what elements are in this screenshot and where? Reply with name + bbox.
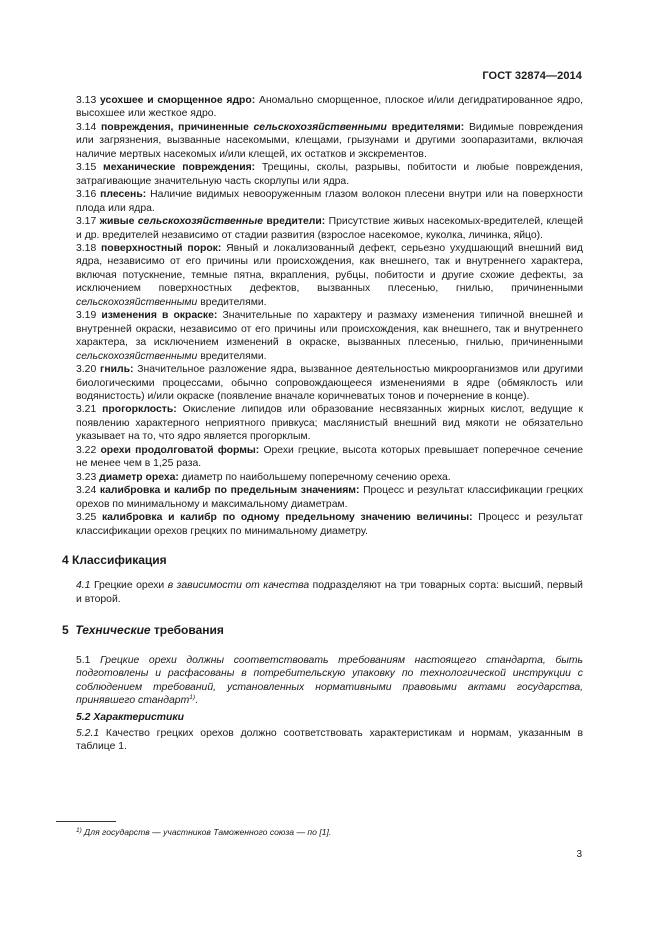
definition-number: 3.18 [76,242,97,254]
definition-text: Наличие видимых невооруженным глазом волокон плесени внутри или на поверхности плода или ядра. [76,189,583,214]
definition-3-25 [76,511,583,538]
definition-term: живые [99,216,135,228]
definition-3-18 [76,242,583,309]
definition-term: калибровка и калибр по одному предельному значению величины: [101,512,473,524]
definition-text: Процесс и результат классификации орехов грецких по минимальному диаметру. [76,512,584,537]
definition-number: 3.16 [76,189,97,201]
definition-term: диаметр ореха: [99,471,179,483]
definition-text: Видимые повреждения или загрязнения, вызванные насекомыми, клещами, грызунами и другими зоопаразитами, включая наличие мертвых насекомых и/или клещей, их остатков и экскрементов. [76,121,584,160]
definition-3-20 [76,363,583,403]
definition-3-17 [76,215,583,242]
paragraph-end: . [195,695,198,707]
definition-3-13 [76,94,583,121]
definition-3-21 [76,403,583,443]
definition-term: плесень: [100,189,147,201]
definition-3-15 [76,161,583,188]
definition-number: 3.20 [76,364,97,376]
definition-number: 3.19 [76,310,97,322]
definition-text: Орехи грецкие, высота которых превышает поперечное сечение не менее чем в 1,25 раза. [76,444,584,470]
section-title-end: требования [153,623,224,638]
definition-text: Значительные по характеру и размаху изменения типичной внешней и внутренней окраски, независимо от его причины или происхождения, как внешнего, так и внутреннего характера, за исключением изменений в окраске, вызванных плесенью, гнилью, причиненными [76,310,584,349]
footnote [76,827,331,837]
definition-term: прогорклость: [102,404,177,416]
paragraph-text-end: подразделяют на три товарных сорта: высший, первый и второй. [76,580,583,605]
definition-text: Трещины, сколы, разрывы, побитости и любые повреждения, затрагивающие значительную часть скорлупы или ядра. [76,162,584,187]
definition-term-italic: сельскохозяйственные [137,216,263,228]
definition-number: 3.15 [76,162,97,174]
definition-text: Окисление липидов или образование несвязанных жирных кислот, ведущие к появлению характерного неприятного привкуса; маслянистый внешний вид мякоти не обязательно указывает на то, что ядро является прогорклым. [76,404,584,443]
definition-3-16 [76,188,583,215]
section-number: 5 [62,623,69,638]
definition-number: 3.14 [76,121,97,133]
paragraph-number: 4.1 [76,580,91,592]
definition-term-end: вредители: [266,216,326,228]
paragraph-5-1 [76,654,583,708]
paragraph-text-italic: в зависимости от качества [167,580,310,592]
section-title-italic: Технические [75,623,151,638]
main-text [62,94,584,754]
definition-term: изменения в окраске: [101,310,218,322]
definition-3-19 [76,309,583,363]
definition-number: 3.21 [76,404,97,416]
paragraph-text: Грецкие орехи [93,580,165,592]
subsection-5-2-heading: 5.2 Характеристики [76,711,184,723]
definition-term: орехи продолговатой формы: [100,444,260,456]
definition-number: 3.22 [76,444,97,456]
paragraph-text: Качество грецких орехов должно соответствовать характеристикам и нормам, указанным в таблице 1. [76,728,583,753]
paragraph-4-1 [76,579,583,606]
definition-text-italic: сельскохозяйственными [76,350,198,362]
definition-term: механические повреждения: [103,162,256,174]
section-5-heading [62,624,583,637]
definition-text: Значительное разложение ядра, вызванное деятельностью микроорганизмов или другими биологическими процессами, обычно сопровождающееся изменениями в ядре (обмяклость или водянистость) и/или окраске (появление вначале коричневатых тонов и почернение в конце). [76,364,584,402]
definition-term-italic: сельскохозяйственными [253,121,387,133]
footnote-mark: 1) [76,827,82,834]
definition-number: 3.25 [76,512,97,524]
definition-term: повреждения, причиненные [100,121,249,133]
definition-term: калибровка и калибр по предельным значениям: [99,485,360,497]
definition-3-23 [76,471,583,484]
definition-text: Присутствие живых насекомых-вредителей, клещей и др. вредителей независимо от стадии развития (взрослое насекомое, куколка, личинка, яйцо). [76,216,584,241]
paragraph-number: 5.2.1 [76,728,100,740]
definition-text: диаметр по наибольшему поперечному сечению ореха. [181,471,451,483]
definition-term: гниль: [100,364,134,376]
footnote-text: Для государств — участников Таможенного союза — по [1]. [84,827,332,837]
definition-text-italic: сельскохозяйственными [76,296,198,308]
definition-number: 3.24 [76,485,97,497]
definition-text: Аномально сморщенное, плоское и/или дегидратированное ядро, высохшее или жесткое ядро. [76,95,583,120]
paragraph-5-2-1 [76,727,583,754]
definition-number: 3.17 [76,216,97,228]
definition-term: поверхностный порок: [101,242,222,254]
definition-text-end: вредителями. [200,350,267,362]
paragraph-text-italic: Грецкие орехи должны соответствовать требованиям настоящего стандарта, быть подготовлены и расфасованы в потребительскую упаковку по технологической инструкции с соблюдением требований, установленных нормативными правовыми актами государства, принявшего стандарт [76,654,583,707]
definition-number: 3.13 [76,95,97,106]
document-code-header: ГОСТ 32874—2014 [482,70,582,82]
definition-3-14 [76,121,583,161]
definition-text-end: вредителями. [200,296,267,308]
footnote-separator [56,821,116,822]
footnote-reference[interactable]: 1) [189,694,196,702]
definition-text: Явный и локализованный дефект, серьезно ухудшающий внешний вид ядра, независимо от его причины или происхождения, как внешнего, так и внутреннего характера, включая потускнение, темные пятна, вкрапления, рубцы, побитости и другие схожие дефекты, за исключением поверхностных дефектов, вызванных плесенью, гнилью, причиненными [76,242,583,295]
definition-3-22 [76,444,583,471]
definition-3-24 [76,484,583,511]
definition-number: 3.23 [76,471,97,483]
page-number: 3 [576,849,582,860]
definition-term-end: вредителями: [391,121,465,133]
paragraph-number: 5.1 [76,654,91,666]
definition-text: Процесс и результат классификации грецких орехов по минимальному и максимальному диаметрам. [76,485,584,510]
section-4-heading: 4 Классификация [62,552,167,567]
definition-term: усохшее и сморщенное ядро: [100,95,256,106]
